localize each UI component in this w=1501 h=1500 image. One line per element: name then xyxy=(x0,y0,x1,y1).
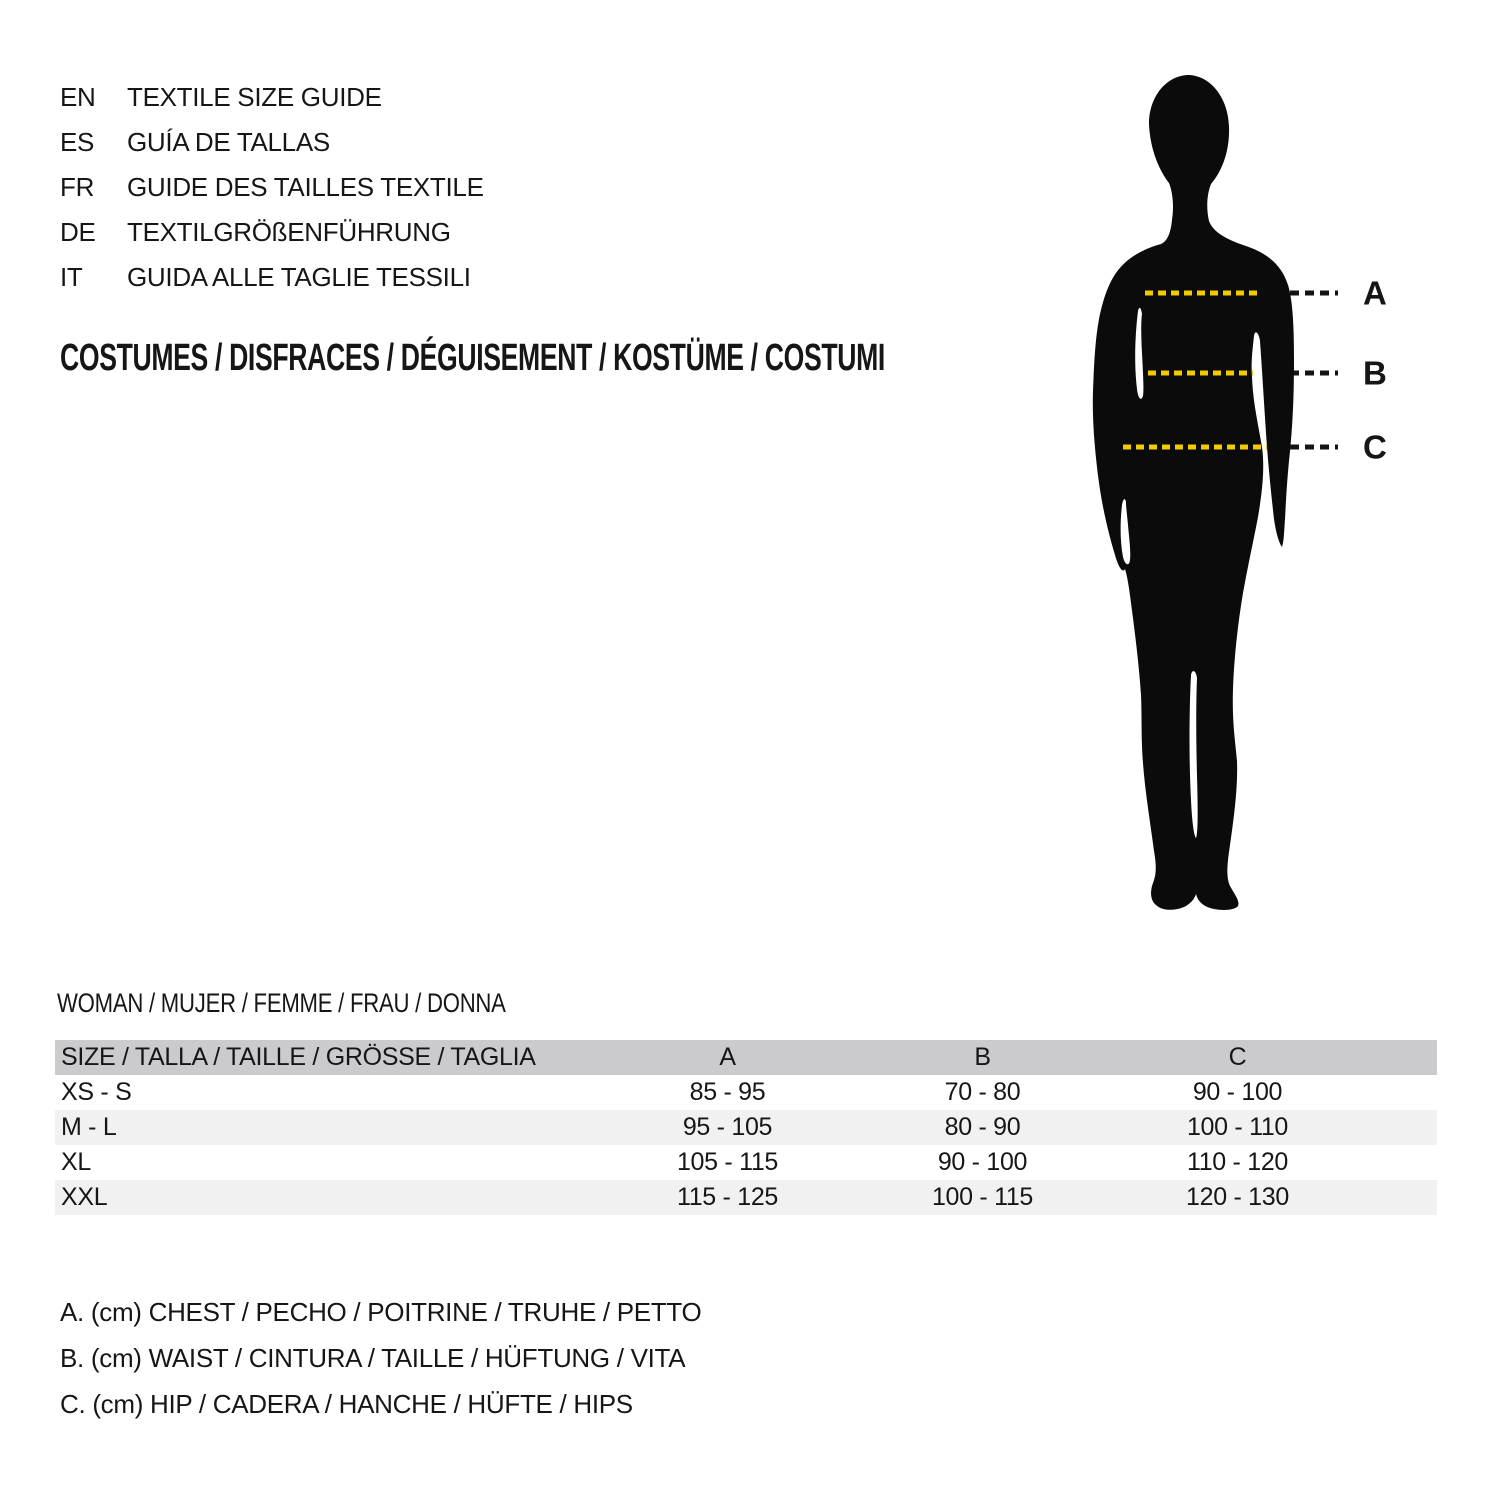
column-header-c: C xyxy=(1228,1043,1247,1071)
language-row-de xyxy=(60,210,484,255)
hip-cell: 110 - 120 xyxy=(1186,1148,1289,1176)
hip-cell: 120 - 130 xyxy=(1186,1183,1289,1211)
hip-cell: 100 - 110 xyxy=(1186,1113,1289,1141)
marker-label-b: B xyxy=(1363,354,1387,392)
note-waist: B. (cm) WAIST / CINTURA / TAILLE / HÜFTUNG / VITA xyxy=(60,1343,686,1373)
language-label: TEXTILGRÖßENFÜHRUNG xyxy=(127,217,451,247)
chest-cell: 95 - 105 xyxy=(682,1113,773,1141)
silhouette-svg xyxy=(1085,73,1420,918)
language-code: EN xyxy=(60,82,96,112)
table-row xyxy=(55,1075,1437,1110)
language-list xyxy=(60,75,484,300)
waist-cell: 100 - 115 xyxy=(931,1183,1034,1211)
size-table-header-row xyxy=(55,1040,1437,1075)
language-label: TEXTILE SIZE GUIDE xyxy=(127,82,382,112)
table-row xyxy=(55,1110,1437,1145)
chest-cell: 85 - 95 xyxy=(689,1078,766,1106)
column-header-a: A xyxy=(719,1043,736,1071)
note-chest: A. (cm) CHEST / PECHO / POITRINE / TRUHE / PETTO xyxy=(60,1297,702,1327)
woman-silhouette xyxy=(1093,75,1294,910)
category-heading: COSTUMES / DISFRACES / DÉGUISEMENT / KOSTÜME / COSTUMI xyxy=(60,337,885,379)
waist-cell: 70 - 80 xyxy=(944,1078,1021,1106)
language-row-fr xyxy=(60,165,484,210)
marker-label-a: A xyxy=(1363,274,1387,312)
section-heading-woman: WOMAN / MUJER / FEMME / FRAU / DONNA xyxy=(57,988,506,1018)
size-table xyxy=(55,1040,1437,1215)
size-cell: M - L xyxy=(61,1113,117,1141)
chest-cell: 115 - 125 xyxy=(676,1183,779,1211)
table-row xyxy=(55,1180,1437,1215)
language-code: ES xyxy=(60,127,95,157)
column-header-size: SIZE / TALLA / TAILLE / GRÖSSE / TAGLIA xyxy=(61,1043,536,1071)
measurement-figure xyxy=(1085,73,1420,918)
language-label: GUÍA DE TALLAS xyxy=(127,127,330,157)
column-header-b: B xyxy=(974,1043,991,1071)
measurement-notes xyxy=(60,1289,701,1427)
language-label: GUIDE DES TAILLES TEXTILE xyxy=(127,172,484,202)
language-row-it xyxy=(60,255,484,300)
language-code: FR xyxy=(60,172,95,202)
size-cell: XL xyxy=(61,1148,91,1176)
language-label: GUIDA ALLE TAGLIE TESSILI xyxy=(127,262,471,292)
language-row-es xyxy=(60,120,484,165)
language-row-en xyxy=(60,75,484,120)
size-cell: XS - S xyxy=(61,1078,132,1106)
chest-cell: 105 - 115 xyxy=(676,1148,779,1176)
note-hip: C. (cm) HIP / CADERA / HANCHE / HÜFTE / HIPS xyxy=(60,1389,633,1419)
table-row xyxy=(55,1145,1437,1180)
marker-label-c: C xyxy=(1363,428,1387,466)
language-code: DE xyxy=(60,217,96,247)
waist-cell: 90 - 100 xyxy=(937,1148,1028,1176)
language-code: IT xyxy=(60,262,83,292)
waist-cell: 80 - 90 xyxy=(944,1113,1021,1141)
hip-cell: 90 - 100 xyxy=(1192,1078,1283,1106)
size-cell: XXL xyxy=(61,1183,108,1211)
